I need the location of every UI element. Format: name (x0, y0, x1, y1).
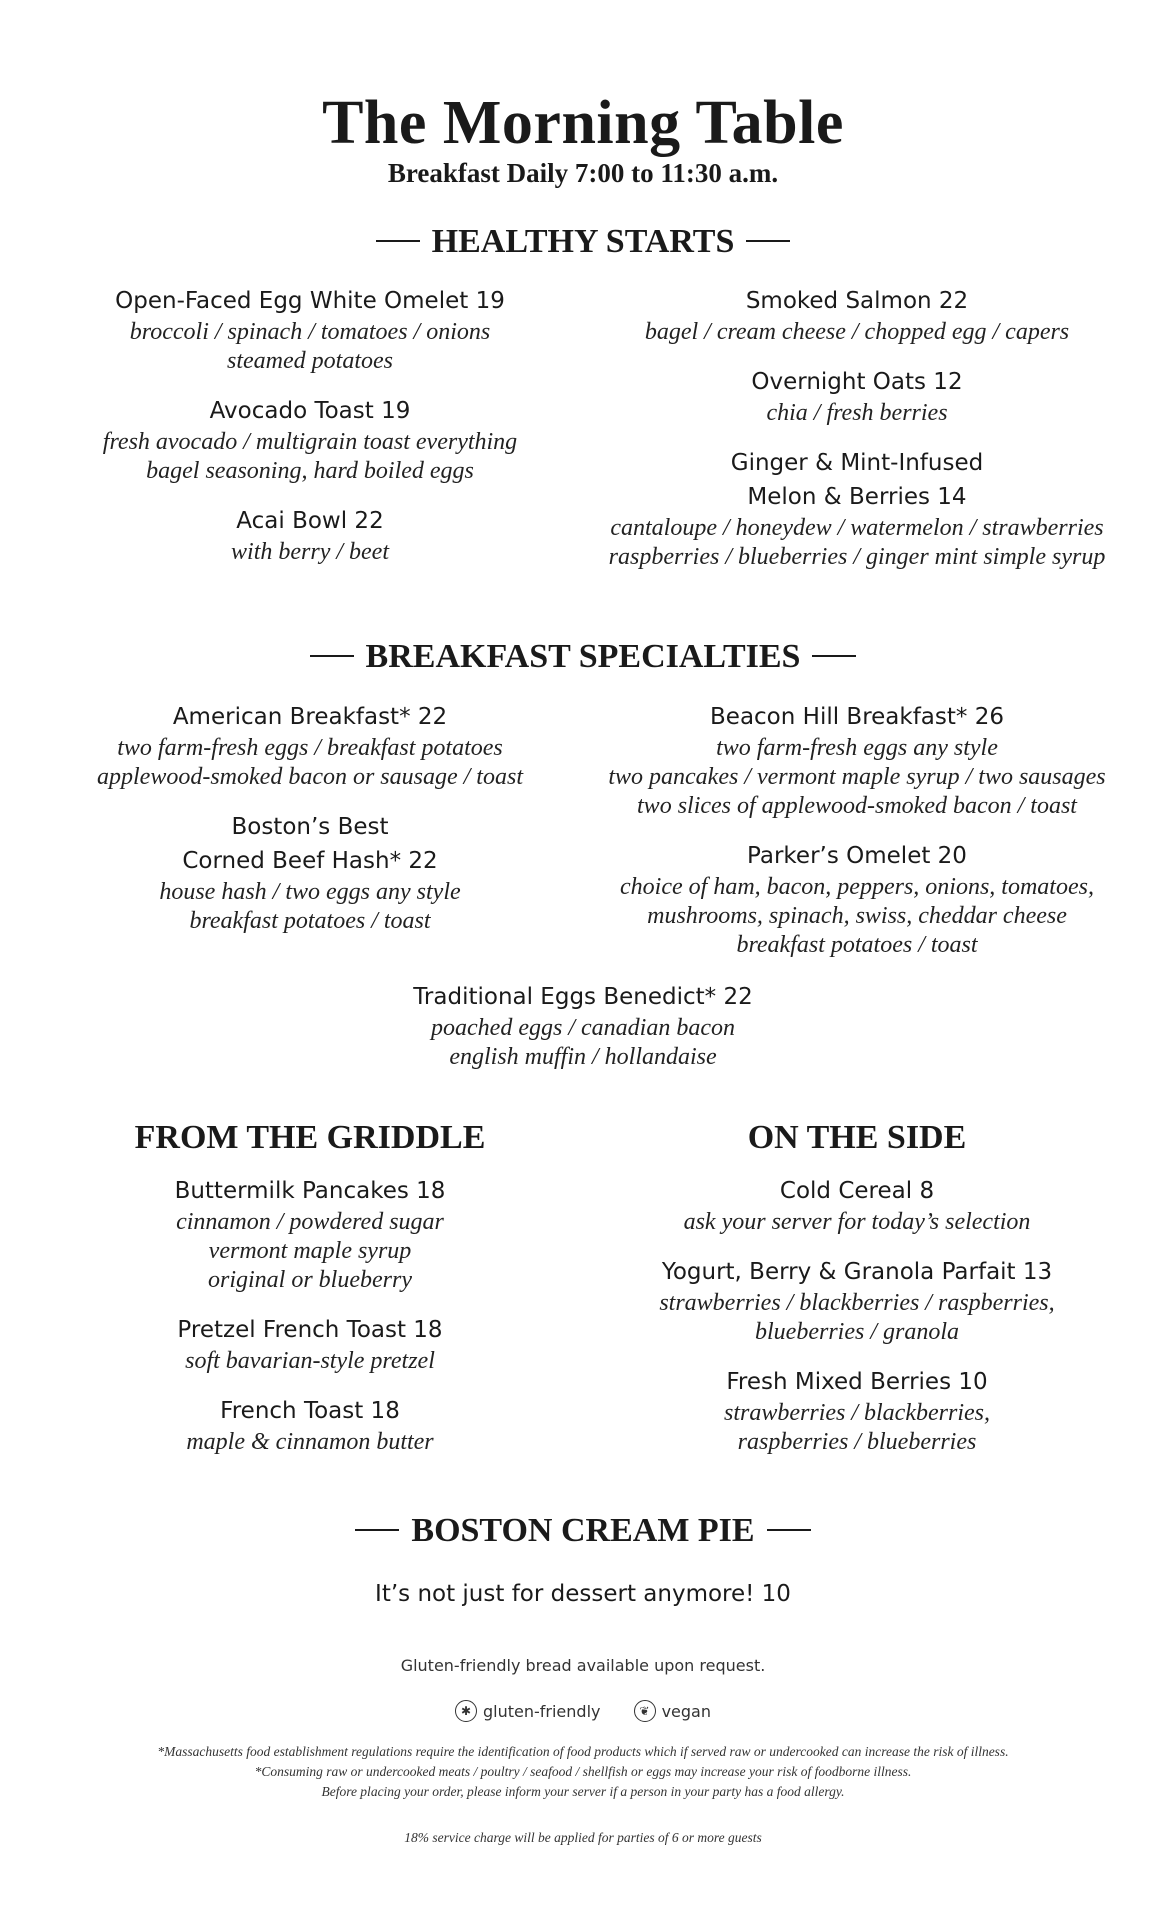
item-name: Open-Faced Egg White Omelet 19 (115, 288, 505, 314)
heading-rule (310, 655, 354, 657)
heading-rule (355, 1529, 399, 1531)
item-description: fresh avocado / multigrain toast everything bagel seasoning, hard boiled eggs (102, 429, 518, 484)
heading-text: HEALTHY STARTS (431, 223, 735, 260)
boston-cream-pie-tagline: It’s not just for dessert anymore! 10 (375, 1581, 791, 1607)
gluten-friendly-icon: ✱ (455, 1700, 477, 1722)
item-name: Buttermilk Pancakes 18 (174, 1178, 446, 1204)
vegan-icon: ❦ (634, 1700, 656, 1722)
heading-rule (767, 1529, 811, 1531)
menu-item (60, 1313, 560, 1376)
menu-title: The Morning Table (322, 89, 844, 157)
menu-item (60, 700, 560, 792)
service-charge-note: 18% service charge will be applied for parties of 6 or more guests (404, 1830, 762, 1845)
item-name: Boston’s Best Corned Beef Hash* 22 (182, 814, 438, 874)
item-name: Overnight Oats 12 (751, 369, 963, 395)
item-description: strawberries / blackberries / raspberries, blueberries / granola (659, 1290, 1055, 1345)
menu-item (60, 1174, 560, 1295)
heading-rule (746, 240, 790, 242)
menu-item (60, 284, 560, 376)
fineprint (0, 1742, 1166, 1802)
healthy-starts-left-column (60, 284, 560, 585)
menu-item (60, 810, 560, 936)
item-description: broccoli / spinach / tomatoes / onions steamed potatoes (129, 319, 491, 374)
menu-item (592, 1174, 1122, 1237)
section-heading-griddle: FROM THE GRIDDLE (134, 1119, 486, 1156)
section-heading-side: ON THE SIDE (747, 1119, 967, 1156)
gluten-note: Gluten-friendly bread available upon request. (400, 1656, 766, 1675)
item-name: Cold Cereal 8 (779, 1178, 935, 1204)
section-heading-boston-cream-pie (0, 1512, 1166, 1550)
heading-text: BOSTON CREAM PIE (411, 1512, 755, 1549)
fineprint-line: *Massachusetts food establishment regulations require the identification of food products which if served raw or undercooked can increase the risk of illness. (157, 1744, 1009, 1759)
item-description: maple & cinnamon butter (186, 1429, 434, 1455)
menu-item (592, 284, 1122, 347)
item-name: Parker’s Omelet 20 (747, 843, 967, 869)
item-name: American Breakfast* 22 (172, 704, 448, 730)
menu-item (592, 1255, 1122, 1347)
menu-item (60, 394, 560, 486)
menu-item (592, 1365, 1122, 1457)
side-column (592, 1116, 1122, 1475)
item-name: Acai Bowl 22 (236, 508, 384, 534)
specialties-center-column (283, 980, 883, 1090)
heading-text: BREAKFAST SPECIALTIES (365, 638, 801, 675)
section-heading-healthy-starts (0, 223, 1166, 261)
specialties-left-column (60, 700, 560, 954)
item-name: Traditional Eggs Benedict* 22 (413, 984, 753, 1010)
item-description: two farm-fresh eggs any style two pancakes / vermont maple syrup / two sausages two slices of applewood-smoked bacon / toast (608, 735, 1106, 819)
healthy-starts-right-column (592, 284, 1122, 590)
menu-item (592, 446, 1122, 572)
item-description: with berry / beet (231, 539, 389, 565)
legend-item-vegan (634, 1700, 711, 1722)
item-description: strawberries / blackberries, raspberries / blueberries (724, 1400, 990, 1455)
menu-item (592, 839, 1122, 960)
item-name: Avocado Toast 19 (209, 398, 411, 424)
item-description: two farm-fresh eggs / breakfast potatoes applewood-smoked bacon or sausage / toast (97, 735, 523, 790)
item-description: soft bavarian-style pretzel (185, 1348, 435, 1374)
item-description: house hash / two eggs any style breakfast potatoes / toast (159, 879, 461, 934)
menu-item (592, 700, 1122, 821)
legend-label: vegan (661, 1701, 711, 1721)
specialties-right-column (592, 700, 1122, 978)
fineprint-line: *Consuming raw or undercooked meats / poultry / seafood / shellfish or eggs may increase your risk of foodborne illness. (254, 1764, 912, 1779)
legend-label: gluten-friendly (483, 1701, 601, 1721)
menu-subtitle: Breakfast Daily 7:00 to 11:30 a.m. (387, 158, 779, 188)
item-name: Smoked Salmon 22 (745, 288, 969, 314)
item-description: bagel / cream cheese / chopped egg / capers (644, 319, 1070, 345)
menu-item (60, 1394, 560, 1457)
menu-item (60, 504, 560, 567)
section-heading-breakfast-specialties (0, 638, 1166, 676)
item-description: poached eggs / canadian bacon english muffin / hollandaise (431, 1015, 735, 1070)
menu-item (283, 980, 883, 1072)
item-name: Pretzel French Toast 18 (177, 1317, 443, 1343)
griddle-column (60, 1116, 560, 1475)
heading-rule (376, 240, 420, 242)
dietary-legend (0, 1700, 1166, 1722)
heading-rule (812, 655, 856, 657)
item-description: cantaloupe / honeydew / watermelon / strawberries raspberries / blueberries / ginger mint simple syrup (608, 515, 1106, 570)
item-name: Beacon Hill Breakfast* 26 (710, 704, 1004, 730)
item-name: French Toast 18 (220, 1398, 400, 1424)
item-description: chia / fresh berries (766, 400, 948, 426)
item-description: choice of ham, bacon, peppers, onions, tomatoes, mushrooms, spinach, swiss, cheddar cheese breakfast potatoes / toast (620, 874, 1094, 958)
item-name: Yogurt, Berry & Granola Parfait 13 (661, 1259, 1053, 1285)
item-description: ask your server for today’s selection (683, 1209, 1031, 1235)
menu-item (592, 365, 1122, 428)
fineprint-line: Before placing your order, please inform your server if a person in your party has a food allergy. (321, 1784, 845, 1799)
item-description: cinnamon / powdered sugar vermont maple syrup original or blueberry (176, 1209, 444, 1293)
item-name: Fresh Mixed Berries 10 (726, 1369, 988, 1395)
legend-item-gluten-friendly (455, 1700, 600, 1722)
item-name: Ginger & Mint-Infused Melon & Berries 14 (730, 450, 984, 510)
